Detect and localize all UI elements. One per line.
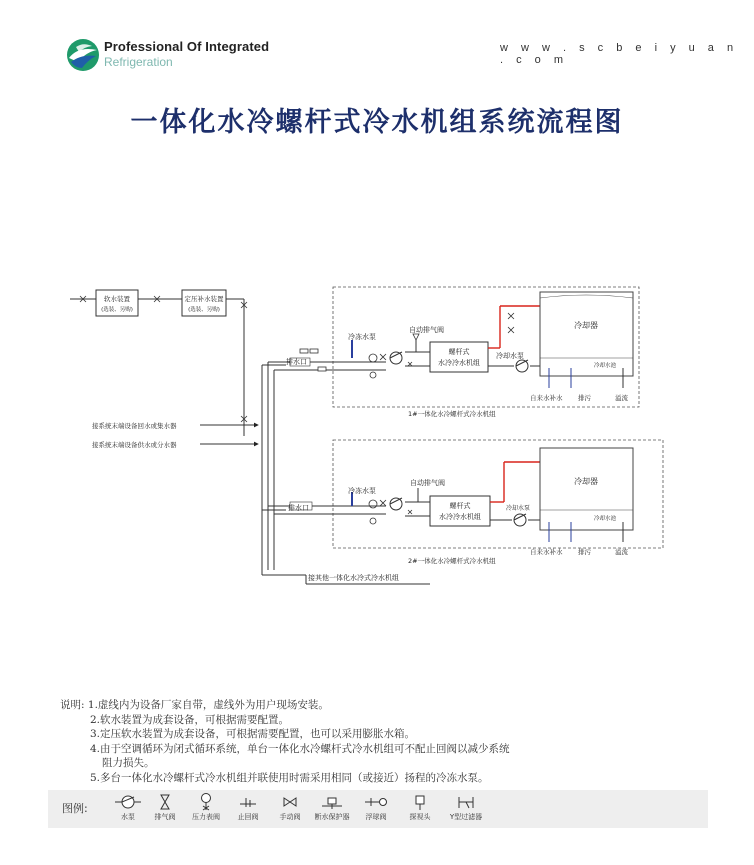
- flow-diagram: [0, 240, 754, 610]
- probe-icon: [410, 792, 430, 812]
- note-item: 阻力损失。: [102, 757, 155, 769]
- unit-2-overflow-label: 溢流: [615, 548, 628, 556]
- air-vent-icon: [155, 792, 175, 812]
- unit-2-drain-label: 排水口: [288, 504, 309, 512]
- legend-label: Y型过滤器: [449, 813, 483, 821]
- note-item: 4.由于空调循环为闭式循环系统，单台一体化水冷螺杆式冷水机组可不配止回阀以减少系统: [90, 742, 510, 755]
- legend-item-y-strainer: [436, 790, 496, 822]
- legend-label: 水泵: [121, 813, 135, 821]
- unit-2-caption: 2#一体化水冷螺杆式冷水机组: [408, 557, 496, 565]
- y-strainer-icon: [456, 792, 476, 812]
- legend-label: 探视头: [409, 813, 431, 821]
- other-units-label: 接其他一体化水冷式冷水机组: [308, 574, 399, 582]
- unit-2-cooler: [540, 448, 633, 530]
- notes-section: [60, 698, 740, 785]
- unit-2-sewage-label: 排污: [578, 548, 591, 556]
- notes-heading: 说明:: [60, 699, 85, 711]
- unit-1-cooler: [540, 292, 633, 376]
- unit-2-air-vent-label: 自动排气阀: [410, 479, 445, 487]
- note-item: 5.多台一体化水冷螺杆式冷水机组并联使用时需采用相同（或接近）扬程的冷冻水泵。: [90, 771, 489, 784]
- page-header: [0, 0, 754, 80]
- website-url: w w w . s c b e i y u a n . c o m: [500, 42, 739, 66]
- unit-1-caption: 1#一体化水冷螺杆式冷水机组: [408, 410, 496, 418]
- unit-1-cooling-pump-label: 冷却水泵: [496, 352, 524, 360]
- legend-label: 压力表阀: [192, 813, 220, 821]
- soft-water-label: 软水装置: [104, 295, 130, 303]
- unit-2-water-tray-label: 冷却水池: [594, 516, 617, 522]
- pressure-makeup-label: 定压补水装置: [184, 295, 224, 303]
- unit-1-chiller-line1: 螺杆式: [448, 348, 470, 356]
- unit-1-sewage-label: 排污: [578, 394, 591, 402]
- unit-1-air-vent-label: 自动排气阀: [409, 326, 444, 334]
- unit-1-drain-label: 排水口: [286, 358, 307, 366]
- unit-1-chiller: [430, 342, 488, 372]
- unit-1: [286, 287, 639, 418]
- legend-title: 图例:: [62, 802, 88, 815]
- unit-2-cooler-label: 冷却器: [574, 477, 598, 486]
- return-label: 接系统末端设备回水或集水器: [92, 422, 177, 430]
- unit-2-chiller-line1: 螺杆式: [449, 502, 471, 510]
- legend-label: 浮球阀: [365, 813, 387, 821]
- makeup-water-line: [70, 299, 244, 436]
- unit-2-chilled-pump-label: 冷冻水泵: [348, 487, 376, 495]
- pressure-makeup-note: (选装、另购): [188, 307, 220, 313]
- legend-label: 断水保护器: [314, 813, 350, 821]
- brand-subtitle: Refrigeration: [104, 55, 173, 69]
- note-item: 1.虚线内为设备厂家自带，虚线外为用户现场安装。: [87, 699, 329, 711]
- system-headers: [262, 362, 430, 584]
- manual-valve-icon: [280, 792, 300, 812]
- soft-water-note: (选装、另购): [101, 307, 133, 313]
- legend-label: 手动阀: [279, 813, 301, 821]
- flow-switch-icon: [320, 792, 344, 812]
- unit-1-water-tray-label: 冷却水池: [594, 363, 617, 369]
- unit-1-chilled-pump: [390, 352, 402, 364]
- unit-2-cooling-pump-label: 冷却水泵: [506, 505, 531, 512]
- legend-label: 止回阀: [237, 813, 259, 821]
- unit-1-chilled-pump-label: 冷冻水泵: [348, 333, 376, 341]
- unit-1-tap-label: 自来水补水: [530, 394, 563, 402]
- float-valve-icon: [363, 792, 389, 812]
- unit-1-cooler-label: 冷却器: [574, 321, 598, 330]
- unit-1-overflow-label: 溢流: [615, 394, 628, 402]
- return-supply-arrows: [92, 421, 258, 449]
- page-title: 一体化水冷螺杆式冷水机组系统流程图: [130, 107, 624, 138]
- unit-2-cooling-pump: [514, 514, 526, 526]
- brand-name: Professional Of Integrated: [104, 39, 270, 54]
- check-valve-icon: [238, 792, 258, 812]
- soft-water-device: [96, 290, 138, 316]
- supply-label: 接系统末端设备供水或分水器: [92, 441, 177, 449]
- unit-2-chilled-pump: [390, 498, 402, 510]
- unit-2-chiller: [430, 496, 490, 526]
- unit-1-chiller-line2: 水冷冷水机组: [438, 359, 480, 367]
- note-row-1: [60, 698, 740, 713]
- unit-2-chiller-line2: 水冷冷水机组: [439, 513, 481, 521]
- note-item: 2.软水装置为成套设备，可根据需要配置。: [90, 713, 290, 726]
- unit-2: [286, 440, 663, 565]
- pressure-makeup-device: [182, 290, 226, 316]
- note-item: 3.定压软水装置为成套设备，可根据需要配置，也可以采用膨胀水箱。: [90, 728, 416, 740]
- legend-label: 排气阀: [154, 813, 176, 821]
- pressure-gauge-icon: [196, 792, 216, 812]
- company-logo-icon: [66, 38, 100, 72]
- unit-2-tap-label: 自来水补水: [530, 548, 563, 556]
- unit-1-cooling-pump: [516, 360, 528, 372]
